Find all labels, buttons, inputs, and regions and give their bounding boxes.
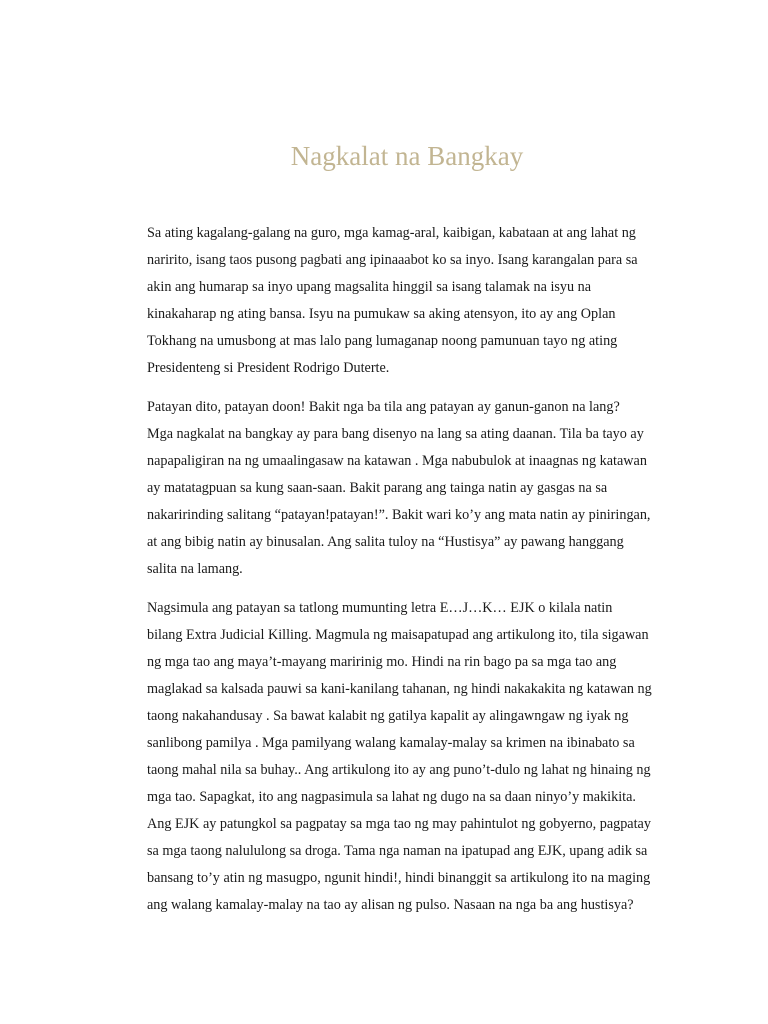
text-line: Sa ating kagalang-galang na guro, mga kamag-aral, kaibigan, kabataan at ang lahat ng: [147, 225, 636, 241]
document-body: [136, 220, 680, 931]
text-line: at ang bibig natin ay binusalan. Ang salita tuloy na “Hustisya” ay pawang hanggang: [147, 534, 624, 550]
text-line: maglakad sa kalsada pauwi sa kani-kanilang tahanan, ng hindi nakakakita ng katawan ng: [147, 681, 652, 697]
text-line: sa mga taong nalululong sa droga. Tama nga naman na ipatupad ang EJK, upang adik sa: [147, 843, 648, 859]
text-line: Tokhang na umusbong at mas lalo pang lumaganap noong pamunuan tayo ng ating: [147, 333, 618, 349]
paragraph-1: [136, 220, 680, 382]
text-line: ng mga tao ang maya’t-mayang maririnig mo. Hindi na rin bago pa sa mga tao ang: [147, 654, 617, 670]
text-line: ang walang kamalay-malay na tao ay alisan ng pulso. Nasaan na nga ba ang hustisya?: [147, 897, 634, 913]
text-line: mga tao. Sapagkat, ito ang nagpasimula sa lahat ng dugo na sa daan ninyo’y makikita.: [147, 789, 636, 805]
text-line: nakaririnding salitang “patayan!patayan!”. Bakit wari ko’y ang mata natin ay piniringan,: [147, 507, 651, 523]
text-line: taong nakahandusay . Sa bawat kalabit ng gatilya kapalit ay alingawngaw ng iyak ng: [147, 708, 629, 724]
text-line: bilang Extra Judicial Killing. Magmula ng maisapatupad ang artikulong ito, tila sigawan: [147, 627, 649, 643]
text-line: Patayan dito, patayan doon! Bakit nga ba tila ang patayan ay ganun-ganon na lang?: [147, 399, 620, 415]
text-line: bansang to’y atin ng masugpo, ngunit hindi!, hindi binanggit sa artikulong ito na maging: [147, 870, 651, 886]
text-line: naririto, isang taos pusong pagbati ang ipinaaabot ko sa inyo. Isang karangalan para sa: [147, 252, 638, 268]
paragraph-2: [136, 394, 680, 583]
text-line: Mga nagkalat na bangkay ay para bang disenyo na lang sa ating daanan. Tila ba tayo ay: [147, 426, 644, 442]
text-line: Presidenteng si President Rodrigo Duterte.: [147, 360, 390, 376]
text-line: napapaligiran na ng umaalingasaw na katawan . Mga nabubulok at inaagnas ng katawan: [147, 453, 647, 469]
text-line: Nagsimula ang patayan sa tatlong mumunting letra E…J…K… EJK o kilala natin: [147, 600, 613, 616]
text-line: salita na lamang.: [147, 561, 243, 577]
text-line: taong mahal nila sa buhay.. Ang artikulong ito ay ang puno’t-dulo ng lahat ng hinaing ng: [147, 762, 651, 778]
document-title: Nagkalat na Bangkay: [290, 141, 524, 171]
paragraph-3: [136, 595, 680, 919]
text-line: Ang EJK ay patungkol sa pagpatay sa mga tao ng may pahintulot ng gobyerno, pagpatay: [147, 816, 651, 832]
text-line: sanlibong pamilya . Mga pamilyang walang kamalay-malay sa krimen na ibinabato sa: [147, 735, 635, 751]
text-line: ay matatagpuan sa kung saan-saan. Bakit parang ang tainga natin ay gasgas na sa: [147, 480, 608, 496]
text-line: akin ang humarap sa inyo upang magsalita hinggil sa isang talamak na isyu na: [147, 279, 592, 295]
text-line: kinakaharap ng ating bansa. Isyu na pumukaw sa aking atensyon, ito ay ang Oplan: [147, 306, 616, 322]
